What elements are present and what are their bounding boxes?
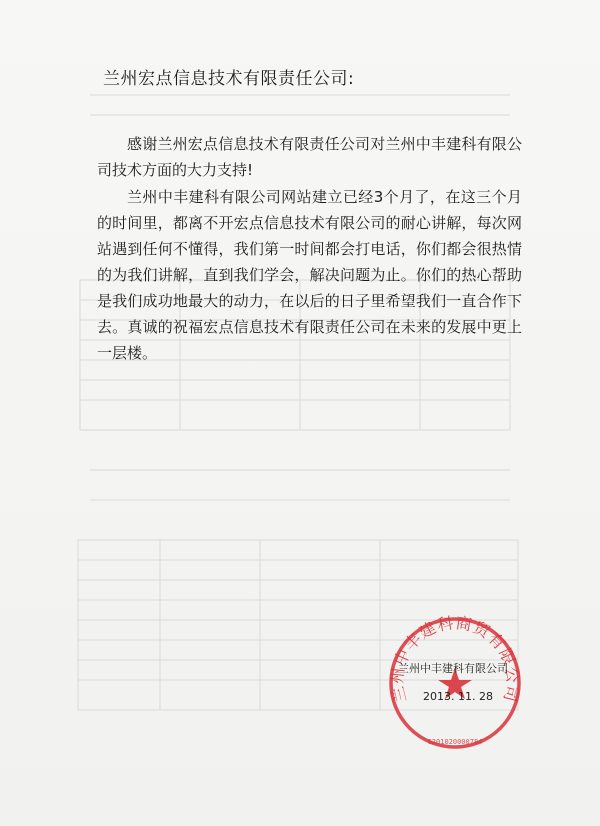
letter-salutation: 兰州宏点信息技术有限责任公司:	[103, 69, 355, 89]
letter-paragraph: 兰州中丰建科有限公司网站建立已经3个月了，在这三个月的时间里，都离不开宏点信息技术有限公司的耐心讲解，每次网站遇到任何不懂得，我们第一时间都会打电话，你们都会很热情的为我们讲解，直到我们学会，解决问题为止。你们的热心帮助是我们成功地最大的动力，在以后的日子里希望我们一直合作下去。真诚的祝福宏点信息技术有限责任公司在未来的发展中更上一层楼。	[97, 188, 522, 362]
letter-paragraph: 感谢兰州宏点信息技术有限责任公司对兰州中丰建科有限公司技术方面的大力支持!	[97, 135, 522, 179]
svg-text:6201020000784: 6201020000784	[427, 738, 483, 746]
signature-company: 兰州中丰建科有限公司	[398, 662, 508, 675]
svg-text:兰州中丰建科商贸有限公司: 兰州中丰建科商贸有限公司	[387, 613, 523, 705]
company-seal-stamp	[384, 612, 526, 754]
letter-body	[97, 131, 522, 367]
signature-date: 2013. 11. 28	[423, 690, 493, 703]
